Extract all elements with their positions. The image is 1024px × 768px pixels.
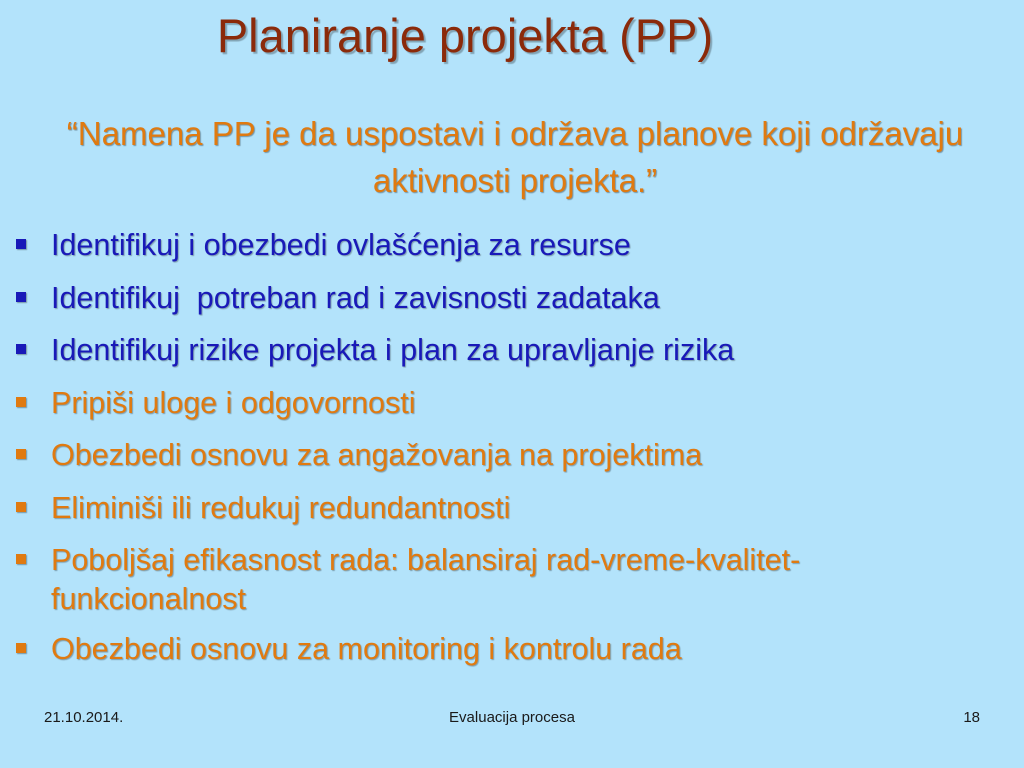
bullet-item — [10, 331, 1000, 370]
bullet-text: Pripiši uloge i odgovornosti — [51, 385, 416, 420]
slide-quote: “Namena PP je da uspostavi i održava planove koji održavaju aktivnosti projekta.” — [66, 115, 964, 199]
square-bullet-icon — [16, 449, 26, 459]
square-bullet-icon — [16, 344, 26, 354]
square-bullet-icon — [16, 502, 26, 512]
square-bullet-icon — [16, 397, 26, 407]
bullet-item — [10, 226, 1000, 265]
bullet-text: Poboljšaj efikasnost rada: balansiraj rad-vreme-kvalitet-funkcionalnost — [51, 543, 801, 616]
bullet-text: Obezbedi osnovu za monitoring i kontrolu rada — [51, 632, 682, 666]
bullet-text: Eliminiši ili redukuj redundantnosti — [51, 490, 511, 525]
bullet-list — [10, 226, 1000, 683]
slide-title: Planiranje projekta (PP) — [216, 9, 714, 62]
bullet-item — [10, 436, 1000, 475]
bullet-item — [10, 384, 1000, 423]
bullet-text: Identifikuj potreban rad i zavisnosti zadataka — [51, 280, 660, 315]
footer-date: 21.10.2014. — [44, 709, 124, 726]
bullet-text: Obezbedi osnovu za angažovanja na projektima — [51, 438, 703, 472]
page-number: 18 — [963, 709, 980, 726]
square-bullet-icon — [16, 239, 26, 249]
square-bullet-icon — [16, 554, 26, 564]
bullet-text: Identifikuj i obezbedi ovlašćenja za resurse — [51, 228, 631, 262]
bullet-item — [10, 630, 1000, 669]
footer-title: Evaluacija procesa — [449, 709, 575, 726]
bullet-item — [10, 541, 1000, 619]
square-bullet-icon — [16, 643, 26, 653]
bullet-item — [10, 279, 1000, 318]
bullet-text: Identifikuj rizike projekta i plan za upravljanje rizika — [51, 333, 735, 367]
bullet-item — [10, 489, 1000, 528]
square-bullet-icon — [16, 292, 26, 302]
